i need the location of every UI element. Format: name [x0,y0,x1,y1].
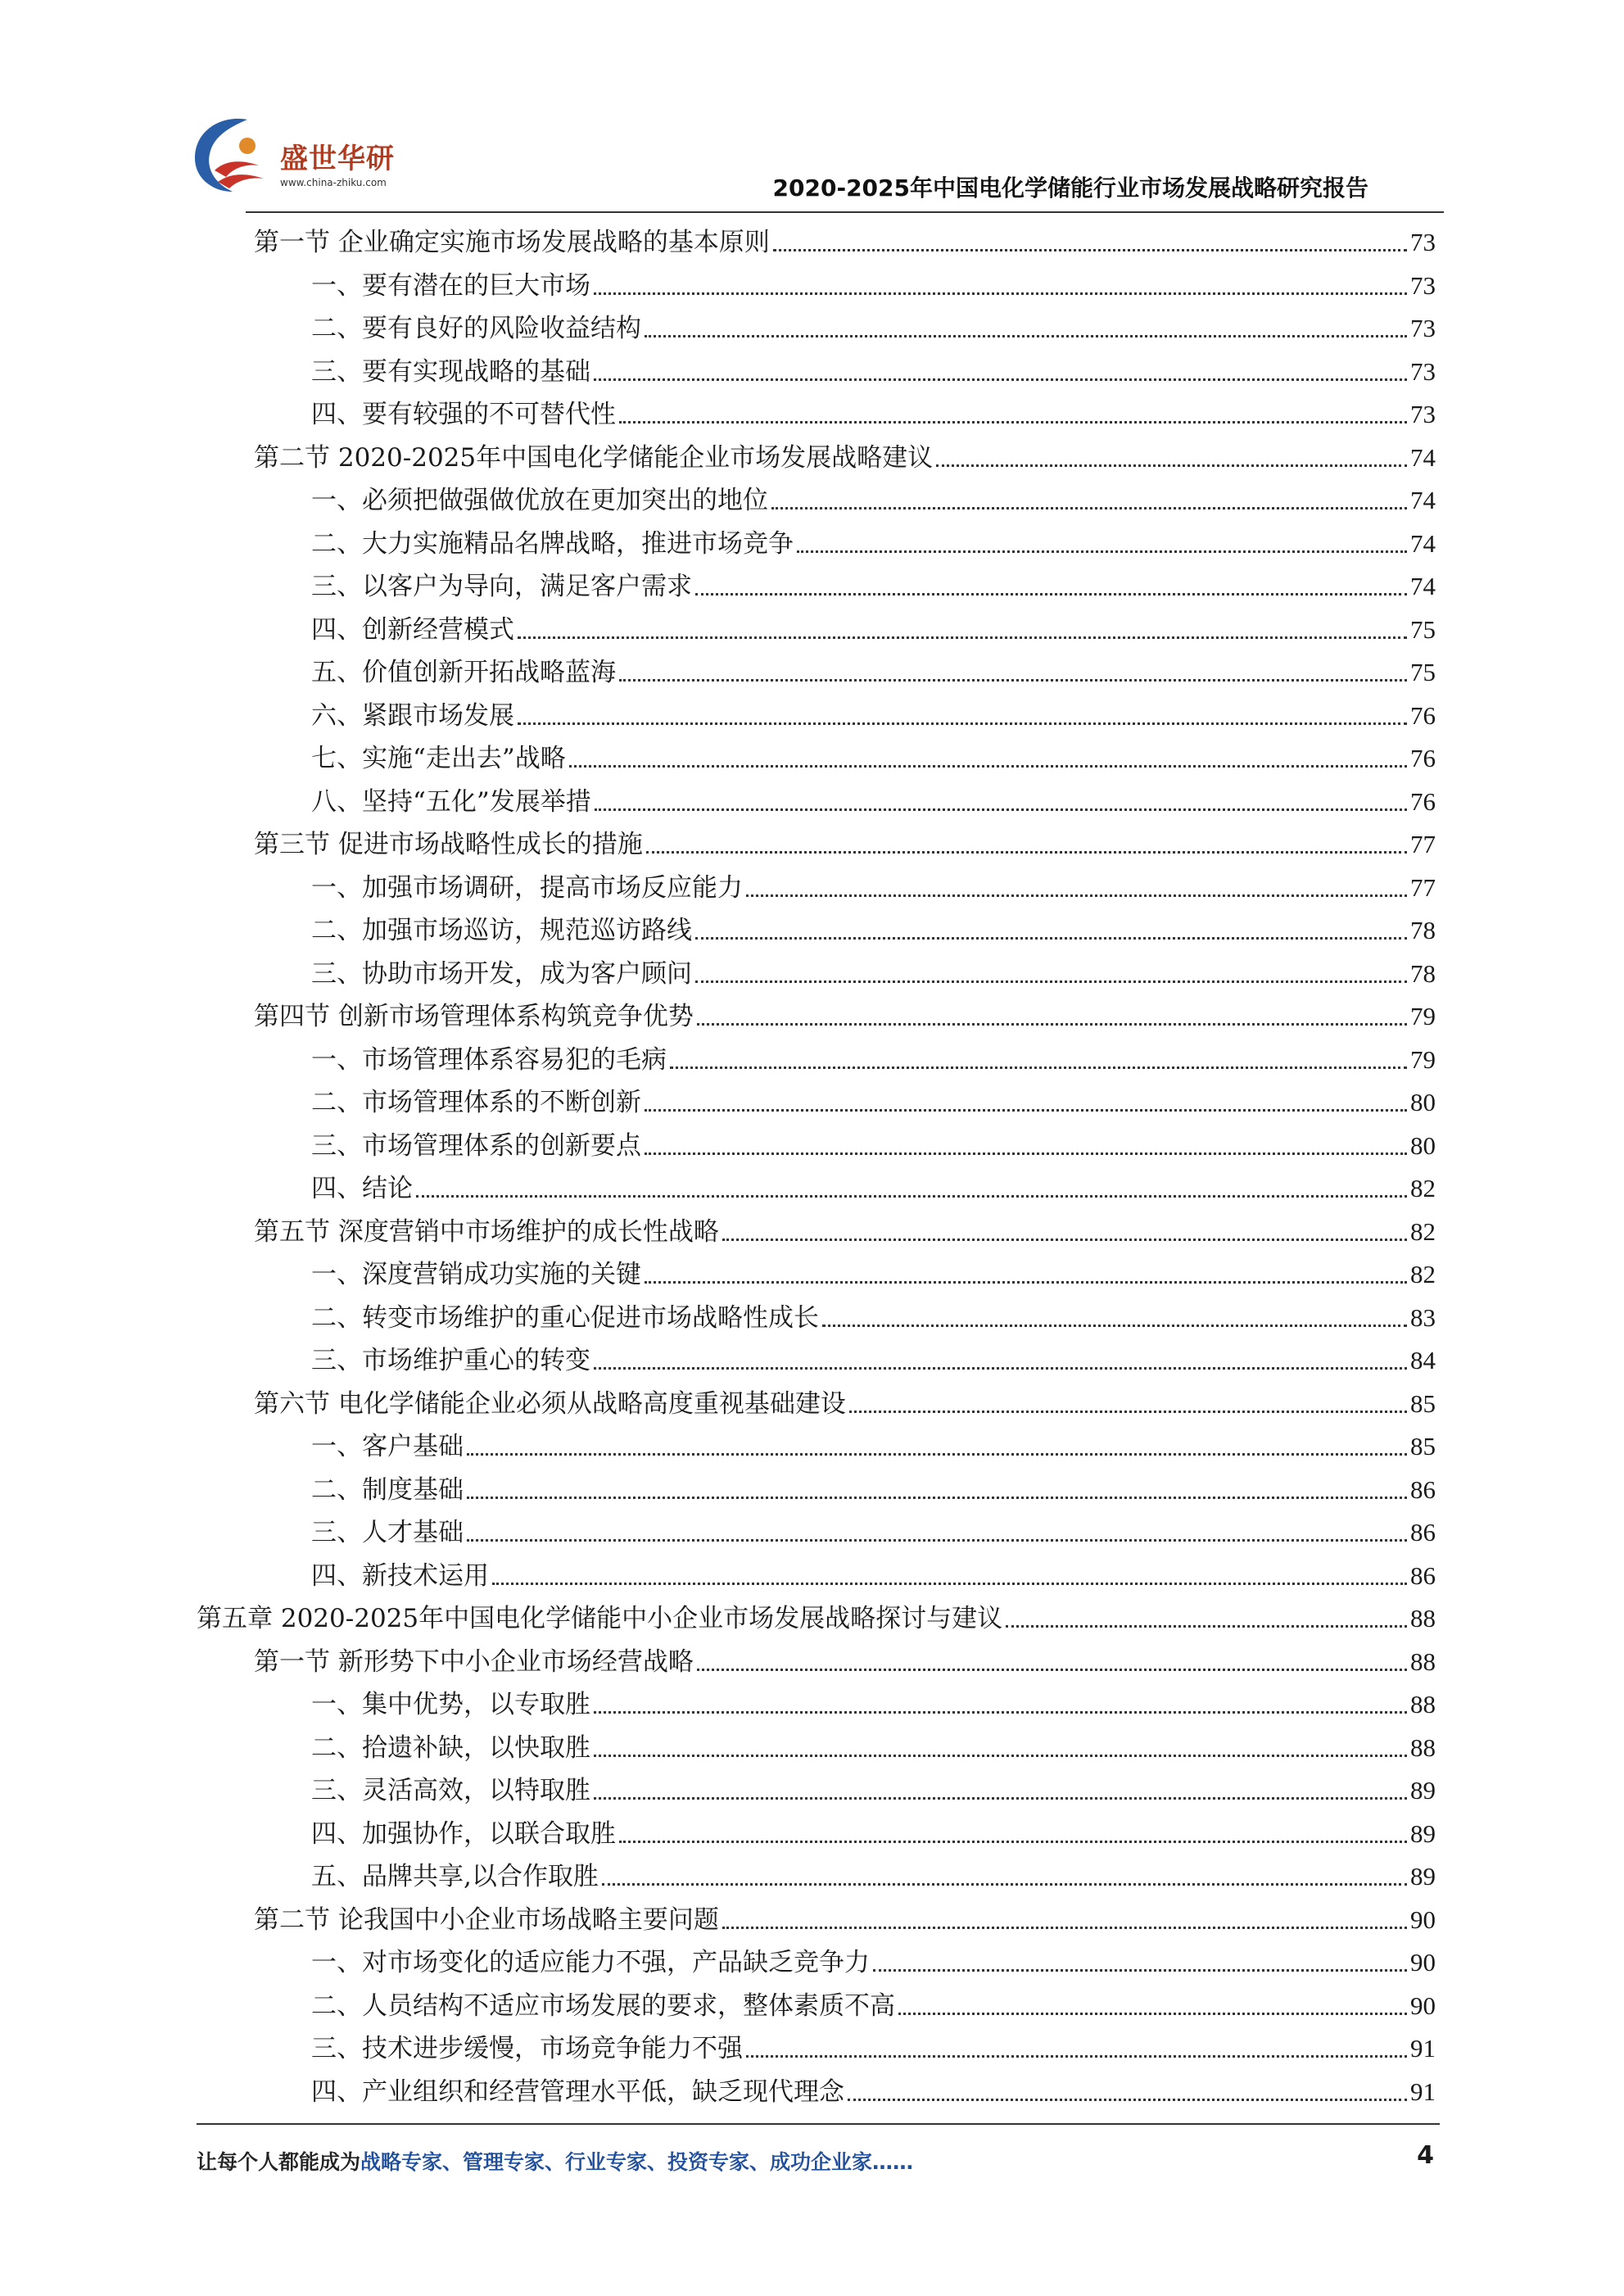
toc-entry-title: 三、市场维护重心的转变 [311,1346,590,1375]
toc-entry[interactable] [311,1248,1436,1291]
toc-dot-leader [569,765,1407,768]
toc-entry-title: 二、人员结构不适应市场发展的要求，整体素质不高 [311,1991,895,2021]
toc-entry-title: 二、要有良好的风险收益结构 [311,314,641,343]
toc-dot-leader [822,1325,1407,1327]
toc-entry-title: 二、转变市场维护的重心促进市场战略性成长 [311,1303,819,1333]
toc-entry[interactable] [311,690,1436,732]
toc-entry-page: 90 [1410,1991,1436,2020]
logo-url: www.china-zhiku.com [280,177,387,188]
toc-dot-leader [602,1883,1407,1886]
toc-entry-title: 第二节 论我国中小企业市场战略主要问题 [254,1905,719,1935]
toc-entry-page: 80 [1410,1088,1436,1116]
toc-entry-title: 第四节 创新市场管理体系构筑竞争优势 [254,1002,694,1031]
toc-entry-page: 83 [1410,1303,1436,1332]
toc-entry-title: 三、协助市场开发，成为客户顾问 [311,959,692,989]
toc-entry-title: 一、深度营销成功实施的关键 [311,1260,641,1289]
toc-entry[interactable] [311,560,1436,603]
toc-entry-page: 74 [1410,443,1436,472]
toc-entry[interactable] [311,346,1436,388]
toc-entry-title: 三、灵活高效，以特取胜 [311,1776,590,1805]
toc-entry[interactable] [311,1722,1436,1764]
toc-entry-title: 第五章 2020-2025年中国电化学储能中小企业市场发展战略探讨与建议 [197,1604,1003,1633]
toc-dot-leader [467,1453,1407,1456]
toc-entry-page: 77 [1410,873,1436,902]
toc-dot-leader [746,2055,1407,2058]
toc-entry[interactable] [311,1076,1436,1119]
toc-entry-page: 76 [1410,701,1436,730]
toc-entry-page: 82 [1410,1217,1436,1246]
toc-entry-page: 90 [1410,1948,1436,1977]
toc-dot-leader [695,937,1407,940]
toc-entry-title: 一、要有潜在的巨大市场 [311,271,590,301]
toc-dot-leader [594,1367,1407,1370]
toc-entry[interactable] [311,1120,1436,1162]
toc-entry[interactable] [311,1764,1436,1807]
toc-dot-leader [936,464,1407,467]
toc-entry[interactable] [311,2022,1436,2065]
toc-dot-leader [645,1109,1407,1112]
toc-entry-page: 91 [1410,2034,1436,2063]
toc-entry-title: 五、品牌共享,以合作取胜 [311,1862,599,1891]
toc-entry[interactable] [311,1980,1436,2022]
toc-entry[interactable] [254,432,1436,474]
toc-entry[interactable] [311,646,1436,689]
toc-dot-leader [697,1669,1407,1671]
toc-dot-leader [619,1841,1407,1843]
toc-entry[interactable] [311,732,1436,775]
toc-entry[interactable] [197,1592,1436,1635]
toc-entry[interactable] [254,1206,1436,1248]
company-logo [190,113,436,203]
toc-entry-page: 91 [1410,2077,1436,2106]
toc-dot-leader [595,808,1407,811]
toc-entry[interactable] [254,818,1436,861]
toc-dot-leader [771,507,1407,509]
logo-name: 盛世华研 [280,143,395,175]
toc-entry-page: 73 [1410,314,1436,342]
toc-entry[interactable] [311,388,1436,431]
toc-entry-title: 三、市场管理体系的创新要点 [311,1131,641,1161]
toc-entry-page: 76 [1410,787,1436,816]
toc-dot-leader [492,1583,1407,1585]
toc-entry-title: 一、必须把做强做优放在更加突出的地位 [311,486,768,515]
toc-entry-page: 74 [1410,572,1436,600]
toc-entry-title: 四、加强协作，以联合取胜 [311,1819,616,1849]
toc-dot-leader [467,1497,1407,1499]
toc-dot-leader [594,1711,1407,1714]
toc-entry-title: 第五节 深度营销中市场维护的成长性战略 [254,1217,719,1247]
toc-entry-title: 三、人才基础 [311,1518,464,1547]
page-number: 4 [1417,2141,1434,2170]
toc-entry-title: 三、以客户为导向，满足客户需求 [311,572,692,601]
toc-entry-page: 73 [1410,228,1436,256]
toc-entry-page: 90 [1410,1905,1436,1934]
toc-entry-page: 73 [1410,357,1436,386]
toc-entry[interactable] [311,1808,1436,1850]
toc-entry[interactable] [311,1292,1436,1334]
toc-entry-title: 八、坚持“五化”发展举措 [311,787,591,817]
toc-entry[interactable] [311,1034,1436,1076]
toc-entry[interactable] [254,216,1436,259]
toc-entry-title: 一、集中优势，以专取胜 [311,1690,590,1719]
toc-dot-leader [619,679,1407,682]
toc-dot-leader [518,636,1407,639]
toc-entry-page: 85 [1410,1432,1436,1460]
footer-slogan [197,2146,913,2176]
toc-entry-page: 89 [1410,1862,1436,1891]
toc-dot-leader [645,1153,1407,1155]
toc-dot-leader [773,249,1407,251]
toc-entry-title: 六、紧跟市场发展 [311,701,514,731]
toc-entry-title: 二、制度基础 [311,1475,464,1505]
toc-entry[interactable] [254,1894,1436,1936]
toc-entry-title: 一、加强市场调研，提高市场反应能力 [311,873,743,903]
footer-slogan-roles: 战略专家、管理专家、行业专家、投资专家、成功企业家…… [360,2150,914,2174]
toc-entry-title: 四、要有较强的不可替代性 [311,400,616,429]
toc-entry-title: 七、实施“走出去”战略 [311,744,566,773]
toc-entry[interactable] [311,1850,1436,1893]
toc-entry[interactable] [311,948,1436,990]
toc-dot-leader [594,1755,1407,1757]
toc-entry-page: 79 [1410,1002,1436,1030]
toc-entry-title: 一、客户基础 [311,1432,464,1461]
toc-entry[interactable] [311,518,1436,560]
logo-emblem-icon [190,113,278,195]
toc-entry-title: 二、市场管理体系的不断创新 [311,1088,641,1117]
toc-entry[interactable] [311,1334,1436,1377]
toc-dot-leader [594,292,1407,295]
footer-slogan-lead: 让每个人都能成为 [197,2150,361,2174]
toc-entry-page: 88 [1410,1647,1436,1676]
toc-dot-leader [1006,1625,1407,1628]
toc-entry-title: 二、加强市场巡访，规范巡访路线 [311,916,692,945]
toc-entry-page: 88 [1410,1690,1436,1719]
toc-dot-leader [695,593,1407,596]
toc-dot-leader [518,722,1407,725]
toc-entry-page: 73 [1410,400,1436,428]
toc-entry-title: 第一节 企业确定实施市场发展战略的基本原则 [254,228,770,257]
toc-entry[interactable] [311,302,1436,345]
toc-entry-page: 84 [1410,1346,1436,1374]
toc-entry-page: 89 [1410,1776,1436,1805]
toc-dot-leader [670,1066,1407,1069]
toc-dot-leader [594,378,1407,381]
header-divider [246,211,1444,213]
toc-entry[interactable] [311,1678,1436,1721]
toc-dot-leader [416,1195,1407,1198]
toc-entry-page: 74 [1410,529,1436,558]
toc-dot-leader [898,2013,1407,2015]
toc-entry-page: 85 [1410,1389,1436,1418]
toc-dot-leader [697,1023,1407,1026]
toc-entry-title: 四、新技术运用 [311,1561,489,1591]
toc-dot-leader [467,1539,1407,1542]
toc-entry-page: 86 [1410,1475,1436,1504]
toc-dot-leader [722,1239,1407,1241]
toc-entry[interactable] [311,260,1436,302]
toc-entry-page: 88 [1410,1733,1436,1762]
toc-entry[interactable] [311,776,1436,818]
toc-entry[interactable] [311,1936,1436,1979]
toc-dot-leader [594,1797,1407,1800]
toc-entry[interactable] [311,904,1436,947]
toc-entry-title: 三、技术进步缓慢，市场竞争能力不强 [311,2034,743,2063]
toc-entry-page: 75 [1410,615,1436,644]
toc-dot-leader [645,335,1407,337]
toc-entry[interactable] [311,1162,1436,1205]
toc-entry-page: 82 [1410,1174,1436,1202]
toc-entry-title: 四、产业组织和经营管理水平低，缺乏现代理念 [311,2077,844,2107]
toc-dot-leader [849,1411,1407,1413]
toc-entry-page: 86 [1410,1561,1436,1590]
toc-dot-leader [646,851,1407,854]
toc-entry-page: 74 [1410,486,1436,514]
toc-entry-page: 80 [1410,1131,1436,1160]
footer-divider [197,2123,1440,2125]
toc-entry-page: 75 [1410,658,1436,686]
toc-entry-title: 第六节 电化学储能企业必须从战略高度重视基础建设 [254,1389,846,1419]
toc-entry-title: 第二节 2020-2025年中国电化学储能企业市场发展战略建议 [254,443,934,473]
toc-entry[interactable] [311,1420,1436,1463]
toc-dot-leader [848,2099,1407,2101]
toc-entry[interactable] [311,1550,1436,1592]
toc-dot-leader [722,1927,1407,1929]
toc-dot-leader [746,894,1407,897]
report-title: 2020-2025年中国电化学储能行业市场发展战略研究报告 [772,174,1368,202]
toc-entry[interactable] [254,990,1436,1033]
toc-dot-leader [619,421,1407,423]
toc-entry-page: 82 [1410,1260,1436,1288]
toc-entry-page: 88 [1410,1604,1436,1633]
toc-dot-leader [873,1969,1407,1972]
toc-entry[interactable] [254,1378,1436,1420]
toc-entry[interactable] [311,2066,1436,2108]
toc-entry-title: 一、市场管理体系容易犯的毛病 [311,1045,667,1075]
toc-entry-page: 73 [1410,271,1436,300]
toc-entry-page: 77 [1410,830,1436,858]
toc-entry[interactable] [311,604,1436,646]
toc-entry-page: 86 [1410,1518,1436,1547]
toc-entry[interactable] [311,1464,1436,1506]
toc-entry-title: 二、大力实施精品名牌战略，推进市场竞争 [311,529,794,559]
toc-entry-title: 第三节 促进市场战略性成长的措施 [254,830,643,859]
toc-dot-leader [645,1281,1407,1284]
toc-entry-title: 一、对市场变化的适应能力不强，产品缺乏竞争力 [311,1948,870,1977]
toc-dot-leader [695,980,1407,983]
toc-entry-title: 五、价值创新开拓战略蓝海 [311,658,616,687]
toc-entry-title: 四、结论 [311,1174,413,1203]
toc-entry[interactable] [311,862,1436,904]
toc-entry-page: 78 [1410,916,1436,944]
toc-entry-title: 四、创新经营模式 [311,615,514,645]
toc-entry-page: 78 [1410,959,1436,988]
toc-entry[interactable] [311,474,1436,517]
toc-entry-page: 89 [1410,1819,1436,1848]
toc-dot-leader [797,550,1407,553]
toc-entry[interactable] [311,1506,1436,1549]
toc-entry-page: 76 [1410,744,1436,772]
toc-entry[interactable] [254,1636,1436,1678]
toc-entry-title: 二、拾遗补缺，以快取胜 [311,1733,590,1763]
toc-entry-title: 三、要有实现战略的基础 [311,357,590,387]
toc-entry-title: 第一节 新形势下中小企业市场经营战略 [254,1647,694,1677]
toc-entry-page: 79 [1410,1045,1436,1074]
